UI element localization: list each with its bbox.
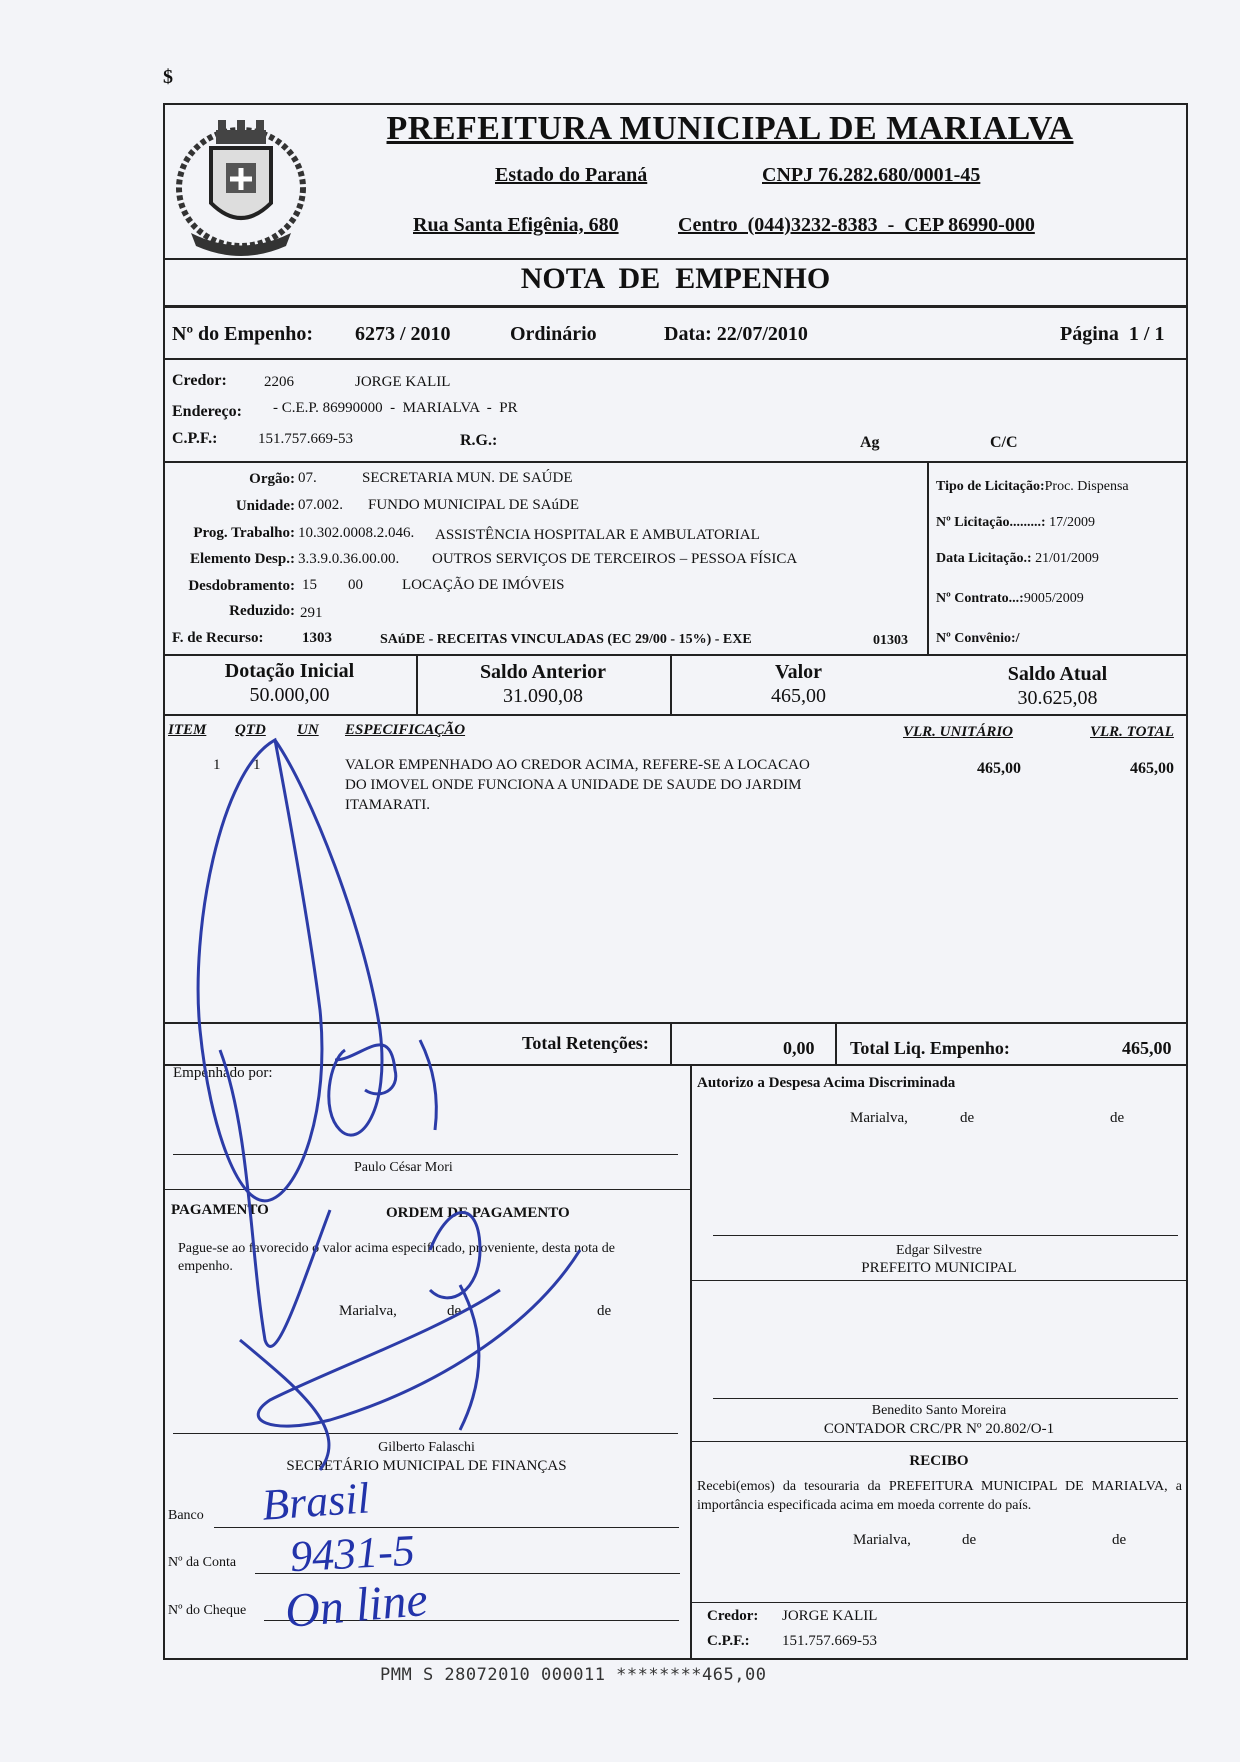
unidade-desc: FUNDO MUNICIPAL DE SAúDE: [368, 497, 579, 513]
total-liquido-value: 465,00: [1122, 1038, 1172, 1058]
total-liquido-label: Total Liq. Empenho:: [850, 1038, 1010, 1058]
col-vlr-unitario: VLR. UNITÁRIO: [903, 724, 1014, 740]
recurso-code2: 01303: [873, 633, 908, 648]
recibo-cpf-value: 151.757.669-53: [782, 1633, 877, 1649]
reduzido-code: 291: [300, 605, 323, 621]
cpf-label: C.P.F.:: [172, 430, 218, 447]
autorizo-marialva: Marialva,: [850, 1110, 908, 1126]
item-unit-value: 465,00: [977, 760, 1021, 777]
secretario-name: Gilberto Falaschi: [378, 1440, 475, 1455]
payment-stamp: PMM S 28072010 000011 ********465,00: [380, 1665, 767, 1685]
licitacao-numero: Nº Licitação.........: 17/2009: [936, 515, 1095, 530]
reduzido-label: Reduzido:: [229, 603, 295, 619]
col-un: UN: [297, 722, 319, 738]
recibo-de-2: de: [1112, 1532, 1127, 1548]
stray-mark: $: [163, 66, 173, 88]
col-item: ITEM: [168, 722, 207, 738]
licitacao-data: Data Licitação.: 21/01/2009: [936, 551, 1099, 566]
item-desc-line-3: ITAMARATI.: [345, 797, 431, 813]
rg-label: R.G.:: [460, 432, 498, 449]
contador-name: Benedito Santo Moreira: [871, 1403, 1007, 1418]
header-cnpj: CNPJ 76.282.680/0001-45: [762, 164, 981, 186]
elemento-code: 3.3.9.0.36.00.00.: [298, 551, 400, 567]
recibo-cpf-label: C.P.F.:: [707, 1633, 750, 1649]
header-contact: Centro (044)3232-8383 - CEP 86990-000: [678, 214, 1035, 236]
recurso-code: 1303: [302, 630, 332, 646]
desdobramento-label: Desdobramento:: [188, 578, 295, 594]
cpf-value: 151.757.669-53: [258, 431, 353, 447]
endereco-label: Endereço:: [172, 403, 242, 420]
col-qtd: QTD: [235, 722, 266, 738]
empenho-number-label: Nº do Empenho:: [172, 323, 314, 345]
empenhador-name: Paulo César Mori: [354, 1160, 453, 1175]
header-state: Estado do Paraná: [495, 164, 648, 186]
valor-label: Valor: [774, 661, 823, 683]
orgao-desc: SECRETARIA MUN. DE SAÚDE: [362, 470, 573, 486]
banco-handwritten: Brasil: [260, 1473, 372, 1530]
ag-label: Ag: [860, 434, 880, 451]
banco-label: Banco: [168, 1508, 204, 1523]
pagamento-de-1: de: [447, 1303, 462, 1319]
prefeito-cargo: PREFEITO MUNICIPAL: [861, 1260, 1017, 1276]
desdobramento-code: 15: [302, 577, 317, 593]
secretario-cargo: SECRETÁRIO MUNICIPAL DE FINANÇAS: [286, 1458, 567, 1474]
total-retencoes-value: 0,00: [783, 1038, 815, 1058]
item-desc-line-2: DO IMOVEL ONDE FUNCIONA A UNIDADE DE SAUDE DO JARDIM: [345, 777, 802, 793]
signature-scribble: [180, 730, 700, 1490]
recibo-de-1: de: [962, 1532, 977, 1548]
saldo-atual-label: Saldo Atual: [1007, 663, 1108, 685]
recibo-text: Recebi(emos) da tesouraria da PREFEITURA MUNICIPAL DE MARIALVA, a importância especificada acima em moeda corrente do país.: [697, 1479, 1182, 1513]
desdobramento-sub: 00: [348, 577, 363, 593]
autorizo-label: Autorizo a Despesa Acima Discriminada: [697, 1075, 956, 1091]
item-number: 1: [213, 757, 221, 773]
empenhado-por-label: Empenhado por:: [173, 1065, 273, 1081]
item-total-value: 465,00: [1130, 760, 1174, 777]
dotacao-inicial-label: Dotação Inicial: [224, 660, 355, 682]
item-desc-line-1: VALOR EMPENHADO AO CREDOR ACIMA, REFERE-SE A LOCACAO: [345, 757, 810, 773]
prog-label: Prog. Trabalho:: [193, 525, 295, 541]
prog-desc: ASSISTÊNCIA HOSPITALAR E AMBULATORIAL: [435, 527, 760, 543]
licitacao-convenio: Nº Convênio:/: [936, 631, 1020, 646]
licitacao-tipo: Tipo de Licitação:Proc. Dispensa: [936, 479, 1129, 494]
recibo-credor-value: JORGE KALIL: [782, 1608, 878, 1624]
ordem-pagamento-label: ORDEM DE PAGAMENTO: [386, 1205, 570, 1221]
saldo-anterior-value: 31.090,08: [503, 685, 583, 707]
prog-code: 10.302.0008.2.046.: [298, 525, 415, 541]
empenho-number: 6273 / 2010: [355, 323, 451, 345]
endereco-value: - C.E.P. 86990000 - MARIALVA - PR: [273, 400, 518, 416]
credor-code: 2206: [264, 374, 294, 390]
elemento-desc: OUTROS SERVIÇOS DE TERCEIROS – PESSOA FÍSICA: [432, 551, 798, 567]
autorizo-de-1: de: [960, 1110, 975, 1126]
header-address: Rua Santa Efigênia, 680: [413, 214, 619, 236]
pagamento-text: Pague-se ao favorecido o valor acima especificado, proveniente, desta nota de empenho.: [178, 1241, 615, 1274]
contador-cargo: CONTADOR CRC/PR Nº 20.802/O-1: [823, 1421, 1055, 1437]
credor-label: Credor:: [172, 372, 227, 389]
unidade-code: 07.002.: [298, 497, 343, 513]
conta-label: Nº da Conta: [168, 1555, 237, 1570]
recibo-credor-label: Credor:: [707, 1608, 759, 1624]
desdobramento-desc: LOCAÇÃO DE IMÓVEIS: [402, 577, 565, 593]
recibo-label: RECIBO: [909, 1453, 969, 1469]
pagamento-label: PAGAMENTO: [171, 1202, 269, 1218]
orgao-code: 07.: [298, 470, 317, 486]
cc-label: C/C: [990, 434, 1018, 451]
saldo-atual-value: 30.625,08: [1017, 687, 1098, 709]
coat-of-arms-icon: [166, 108, 316, 258]
empenho-date: Data: 22/07/2010: [664, 323, 808, 345]
dotacao-inicial-value: 50.000,00: [249, 684, 330, 706]
prefeito-name: Edgar Silvestre: [896, 1243, 982, 1258]
saldo-anterior-label: Saldo Anterior: [479, 661, 607, 683]
empenho-type: Ordinário: [510, 323, 597, 345]
recibo-marialva: Marialva,: [853, 1532, 911, 1548]
pagamento-marialva: Marialva,: [339, 1303, 397, 1319]
conta-handwritten: 9431-5: [288, 1525, 416, 1582]
item-qtd: 1: [253, 757, 261, 773]
unidade-label: Unidade:: [235, 498, 295, 514]
col-especificacao: ESPECIFICAÇÃO: [345, 722, 466, 738]
licitacao-contrato: Nº Contrato...:9005/2009: [936, 591, 1084, 606]
page-number: Página 1 / 1: [1060, 323, 1165, 345]
col-vlr-total: VLR. TOTAL: [1090, 724, 1174, 740]
valor-value: 465,00: [771, 685, 826, 707]
autorizo-de-2: de: [1110, 1110, 1125, 1126]
cheque-label: Nº do Cheque: [168, 1603, 247, 1618]
document-title: NOTA DE EMPENHO: [520, 262, 831, 295]
cheque-handwritten: On line: [282, 1572, 430, 1639]
orgao-label: Orgão:: [249, 471, 295, 487]
total-retencoes-label: Total Retenções:: [522, 1033, 649, 1053]
recurso-label: F. de Recurso:: [172, 630, 264, 646]
recurso-desc: SAúDE - RECEITAS VINCULADAS (EC 29/00 - 15%) - EXE: [380, 632, 752, 647]
pagamento-de-2: de: [597, 1303, 612, 1319]
credor-name: JORGE KALIL: [355, 374, 451, 390]
elemento-label: Elemento Desp.:: [190, 551, 295, 567]
header-title: PREFEITURA MUNICIPAL DE MARIALVA: [386, 110, 1074, 147]
